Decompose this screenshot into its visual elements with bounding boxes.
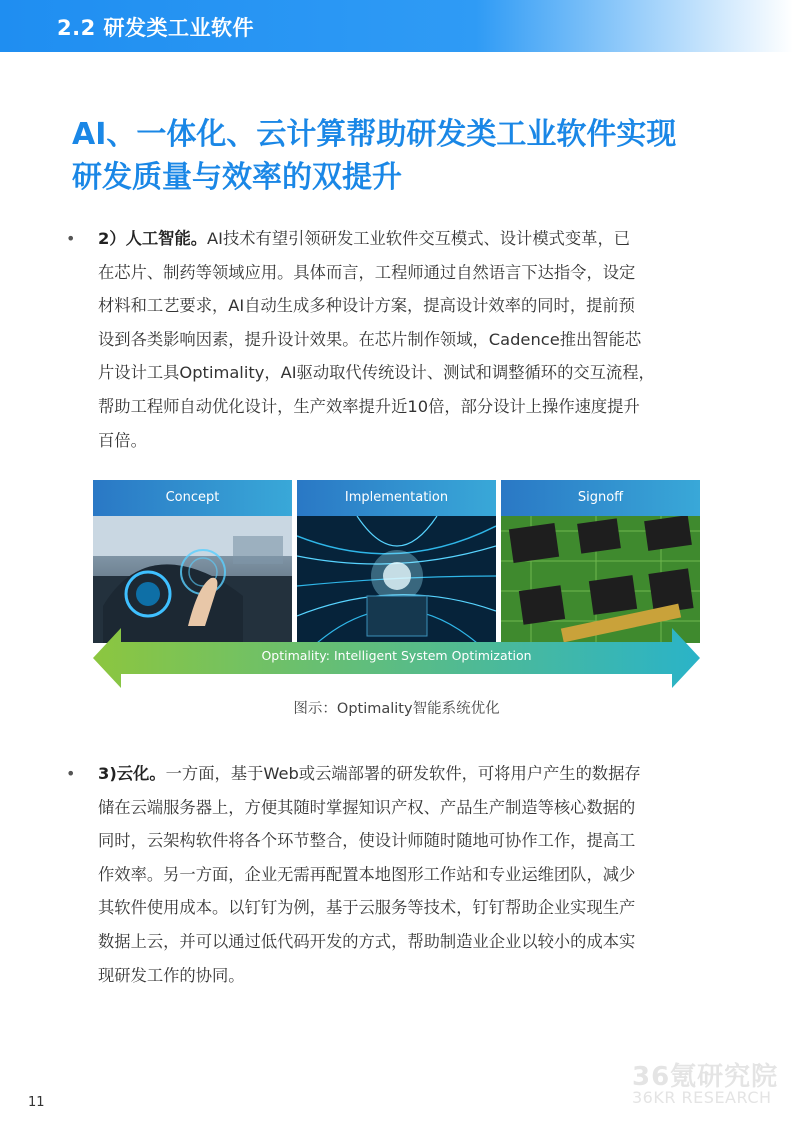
optimality-figure <box>93 480 700 688</box>
panel-signoff-label: Signoff <box>501 480 700 516</box>
watermark-logo-cn: 36氪研究院 <box>632 1062 779 1092</box>
bullet-ai <box>66 222 736 462</box>
bullet-ai-line: 帮助工程师自动优化设计，生产效率提升近10倍，部分设计上操作速度提升 <box>98 396 640 416</box>
section-title: 2.2 研发类工业软件 <box>57 16 255 40</box>
panel-signoff <box>501 480 700 643</box>
bullet-cloud-line: 其软件使用成本。以钉钉为例，基于云服务等技术，钉钉帮助企业实现生产 <box>98 898 636 918</box>
bullet-ai-line: AI技术有望引领研发工业软件交互模式、设计模式变革，已 <box>207 229 631 248</box>
bullet-cloud-text <box>98 757 730 992</box>
ai-chip-image <box>297 516 496 643</box>
car-dashboard-image <box>93 516 292 643</box>
figure-caption: 图示：Optimality智能系统优化 <box>293 701 500 717</box>
arrow-label: Optimality: Intelligent System Optimization <box>261 648 532 663</box>
bullet-ai-lead: 2）人工智能。 <box>98 229 208 248</box>
bullet-cloud-line: 储在云端服务器上，方便其随时掌握知识产权、产品生产制造等核心数据的 <box>98 797 636 817</box>
page-title <box>72 113 752 199</box>
panel-concept <box>93 480 292 643</box>
bullet-cloud-line: 作效率。另一方面，企业无需再配置本地图形工作站和专业运维团队，减少 <box>98 864 636 884</box>
panel-concept-label: Concept <box>93 480 292 516</box>
bullet-ai-line: 百倍。 <box>98 430 147 450</box>
bullet-ai-line: 材料和工艺要求，AI自动生成多种设计方案，提高设计效率的同时，提前预 <box>98 296 635 316</box>
circuit-board-image <box>501 516 700 643</box>
bullet-cloud-line: 数据上云，并可以通过低代码开发的方式，帮助制造业企业以较小的成本实 <box>98 931 636 951</box>
bullet-cloud-line: 现研发工作的协同。 <box>98 965 245 985</box>
bullet-ai-text <box>98 222 730 457</box>
bullet-cloud-lead: 3)云化。 <box>98 764 166 783</box>
bullet-ai-line: 设到各类影响因素，提升设计效果。在芯片制作领域，Cadence推出智能芯 <box>98 329 642 349</box>
panel-implementation <box>297 480 496 643</box>
page-title-line-1: AI、一体化、云计算帮助研发类工业软件实现 <box>72 117 677 152</box>
page-title-line-2: 研发质量与效率的双提升 <box>72 160 402 195</box>
bullet-ai-line: 在芯片、制药等领域应用。具体而言，工程师通过自然语言下达指令，设定 <box>98 262 636 282</box>
bullet-cloud-line: 一方面，基于Web或云端部署的研发软件，可将用户产生的数据存 <box>165 764 641 783</box>
watermark-logo-en: 36KR RESEARCH <box>632 1088 772 1107</box>
bullet-cloud-line: 同时，云架构软件将各个环节整合，使设计师随时随地可协作工作，提高工 <box>98 831 636 851</box>
panel-implementation-label: Implementation <box>297 480 496 516</box>
bullet-cloud <box>66 757 736 997</box>
page-number: 11 <box>28 1095 45 1110</box>
bullet-marker: • <box>66 764 76 783</box>
bullet-marker: • <box>66 229 76 248</box>
bullet-ai-line: 片设计工具Optimality，AI驱动取代传统设计、测试和调整循环的交互流程， <box>98 363 655 383</box>
